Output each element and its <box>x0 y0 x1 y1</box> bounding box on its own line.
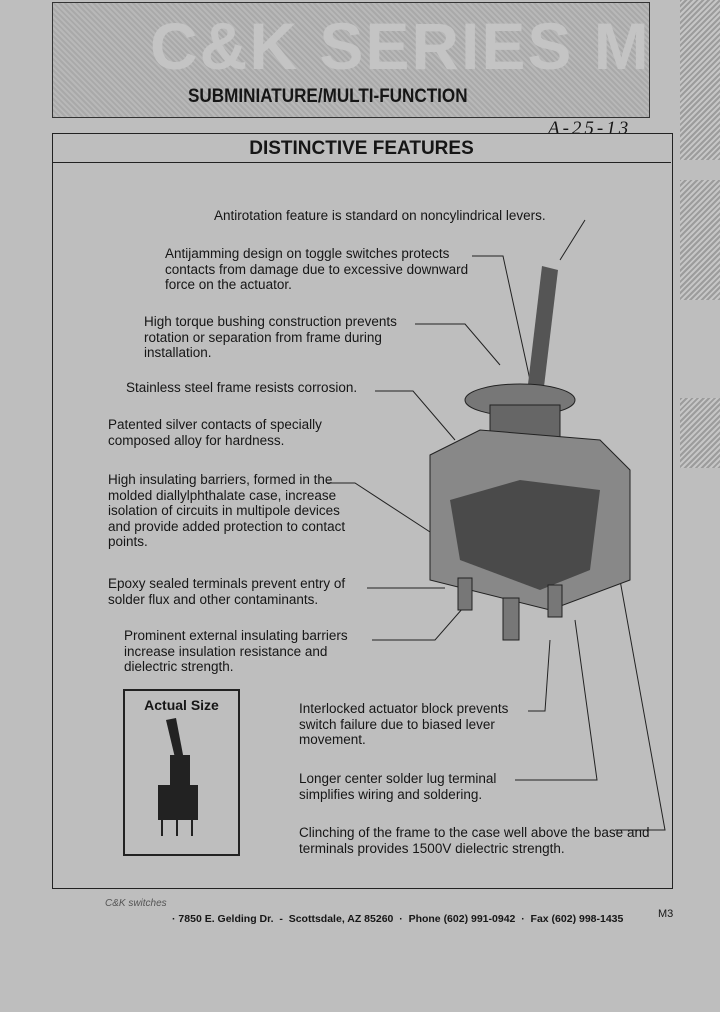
city: Scottsdale, AZ 85260 <box>288 913 394 925</box>
page-number: M3 <box>658 908 674 920</box>
section-title: DISTINCTIVE FEATURES <box>52 133 671 163</box>
toggle-switch <box>430 266 630 640</box>
feature-contacts: Patented silver contacts of specially composed alloy for hardness. <box>108 417 322 448</box>
feature-bushing: High torque bushing construction prevents rotation or separation from frame during installation. <box>144 314 397 360</box>
feature-antijamming: Antijamming design on toggle switches protects contacts from damage due to excessive downward force on the actuator. <box>165 246 469 292</box>
fax: Fax (602) 998-1435 <box>530 913 624 925</box>
feature-epoxy: Epoxy sealed terminals prevent entry of solder flux and other contaminants. <box>108 576 346 607</box>
phone: Phone (602) 991-0942 <box>408 913 516 925</box>
address: 7850 E. Gelding Dr. <box>178 913 274 925</box>
actual-size-label: Actual Size <box>144 697 219 713</box>
feature-clinching: Clinching of the frame to the case well above the base and terminals provides 1500V dielectric strength. <box>299 825 650 856</box>
feature-interlocked: Interlocked actuator block prevents switch failure due to biased lever movement. <box>299 701 509 747</box>
feature-antirotation: Antirotation feature is standard on noncylindrical levers. <box>214 208 546 223</box>
actual-size-box <box>123 689 240 856</box>
feature-barriers: High insulating barriers, formed in the molded diallylphthalate case, increase isolation of circuits in multipole devices and provide added protection to contact points. <box>108 472 346 549</box>
footer-contact: · 7850 E. Gelding Dr. - Scottsdale, AZ 85260 · Phone (602) 991-0942 · Fax (602) 998-1435 <box>172 913 624 925</box>
handwritten-code: A-25-13 <box>548 118 632 139</box>
ck-logo: C&K switches <box>105 898 167 909</box>
subtitle: SUBMINIATURE/MULTI-FUNCTION <box>188 86 468 107</box>
series-title: C&K SERIES M <box>150 9 651 83</box>
feature-frame: Stainless steel frame resists corrosion. <box>126 380 358 395</box>
feature-external-barriers: Prominent external insulating barriers increase insulation resistance and dielectric strength. <box>124 628 348 674</box>
feature-center-lug: Longer center solder lug terminal simplifies wiring and soldering. <box>299 771 497 802</box>
